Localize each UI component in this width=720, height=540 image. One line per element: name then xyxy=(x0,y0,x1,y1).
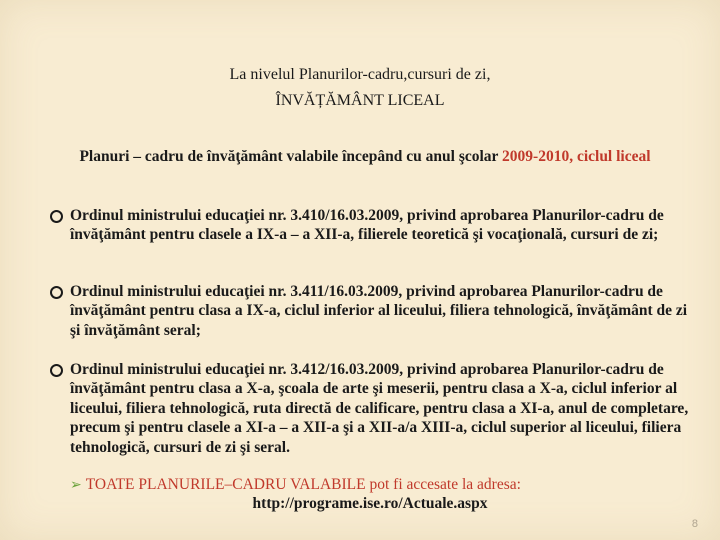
ring-bullet-icon xyxy=(50,286,63,299)
arrow-bullet-icon: ➢ xyxy=(70,478,82,493)
slide-header xyxy=(150,62,570,114)
list-item xyxy=(50,360,690,457)
list-item xyxy=(50,282,690,340)
intro-text: Planuri – cadru de învăţământ valabile începând cu anul şcolar xyxy=(79,148,503,165)
list-item-text: Ordinul ministrului educaţiei nr. 3.412/16.03.2009, privind aprobarea Planurilor-cadru de învăţământ pentru clasa a X-a, şcoala de arte şi meserii, pentru clasa a X-a, ciclul inferior al liceului, filiera tehnologică, ruta directă de calificare, pentru clasa a XI-a, anul de completare, precum şi pentru clasele a XI-a – a XII-a şi a XII-a/a XIII-a, ciclul superior al liceului, filiera tehnologică, cursuri de zi şi seral. xyxy=(70,361,689,456)
page-number: 8 xyxy=(691,518,698,530)
intro-highlight: 2009-2010, ciclul liceal xyxy=(502,148,651,165)
list-item-text: Ordinul ministrului educaţiei nr. 3.410/16.03.2009, privind aprobarea Planurilor-cadru de învăţământ pentru clasele a IX-a – a XII-a, filierele teoretică şi vocaţională, cursuri de zi; xyxy=(70,207,664,244)
note-text: TOATE PLANURILE–CADRU VALABILE pot fi accesate la adresa: xyxy=(85,476,521,493)
list-item-text: Ordinul ministrului educaţiei nr. 3.411/16.03.2009, privind aprobarea Planurilor-cadru de învăţământ pentru clasa a IX-a, ciclul inferior al liceului, filiera tehnologică, învăţământ de zi şi învăţământ seral; xyxy=(70,283,688,339)
programs-link[interactable]: http://programe.ise.ro/Actuale.aspx xyxy=(252,495,488,512)
ring-bullet-icon xyxy=(50,364,63,377)
note-line xyxy=(70,475,690,495)
ring-bullet-icon xyxy=(50,210,63,223)
header-line-1: La nivelul Planurilor-cadru,cursuri de zi, xyxy=(229,66,491,83)
header-line-2: ÎNVĂȚĂMÂNT LICEAL xyxy=(275,92,445,109)
intro-paragraph xyxy=(60,147,670,166)
list-item xyxy=(50,206,690,245)
